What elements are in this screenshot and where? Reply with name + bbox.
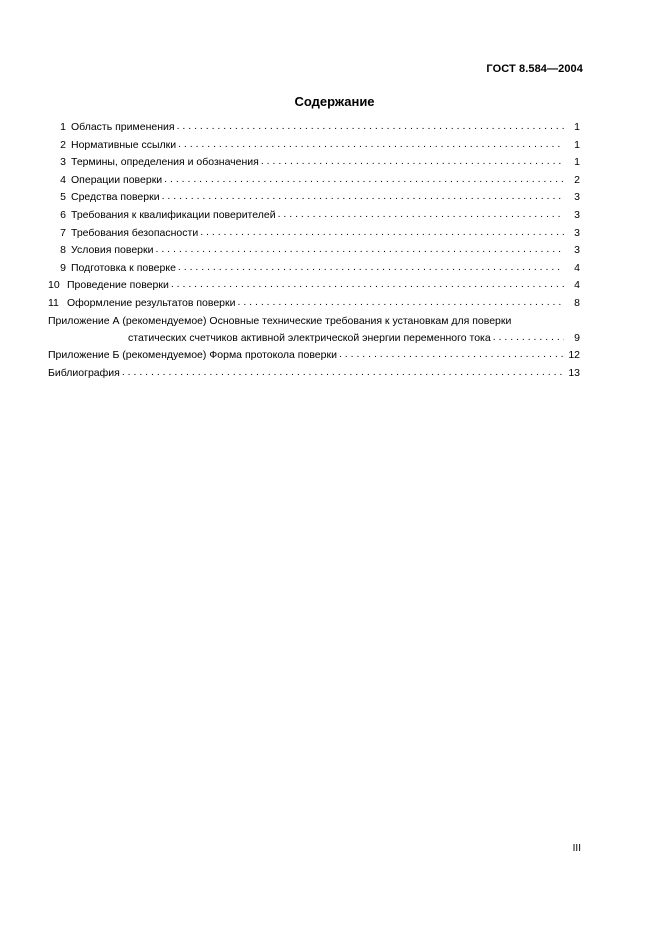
toc-entry-number: 10 — [48, 279, 60, 292]
toc-entry[interactable] — [48, 262, 580, 280]
dot-leader — [200, 226, 564, 238]
dot-leader — [178, 261, 564, 273]
toc-entry-page: 13 — [568, 366, 580, 379]
toc-entry-page: 2 — [574, 173, 580, 186]
toc-entry-page: 8 — [574, 296, 580, 309]
dot-leader — [278, 208, 564, 220]
toc-annex-b[interactable] — [48, 349, 580, 367]
toc-entry[interactable] — [48, 139, 580, 157]
toc-entry-number: 5 — [60, 191, 66, 204]
dot-leader — [155, 243, 564, 255]
toc-entry-label: Нормативные ссылки — [71, 138, 177, 151]
toc-entry-number: 6 — [60, 208, 66, 221]
toc-bibliography[interactable] — [48, 367, 580, 385]
dot-leader — [339, 348, 564, 360]
toc-entry-page: 3 — [574, 244, 580, 257]
toc-entry-number: 7 — [60, 226, 66, 239]
toc-entry-label: Подготовка к поверке — [71, 261, 176, 274]
page-number: III — [572, 843, 581, 854]
toc-entry-label: Требования безопасности — [71, 226, 199, 239]
toc-entry-number: 11 — [48, 296, 59, 309]
toc-entry-label: Оформление результатов поверки — [67, 296, 236, 309]
toc-entry-label: Операции поверки — [71, 173, 163, 186]
toc-annex-a-line1[interactable] — [48, 315, 580, 332]
toc-entry-number: 8 — [60, 244, 66, 257]
toc-entry-page: 1 — [574, 121, 580, 133]
dot-leader — [237, 296, 564, 308]
toc-entry-page: 3 — [574, 208, 580, 221]
toc-entry-label: Область применения — [71, 121, 175, 133]
toc-annex-a-line2[interactable] — [48, 332, 580, 350]
toc-entry-label: Условия поверки — [71, 244, 154, 257]
toc-entry[interactable] — [48, 244, 580, 262]
toc-annex-b-title: Приложение Б (рекомендуемое) Форма протокола поверки — [48, 349, 337, 362]
dot-leader — [493, 331, 564, 343]
toc-bibliography-title: Библиография — [48, 366, 120, 379]
toc-entry[interactable] — [48, 279, 580, 297]
toc-entry-label: Термины, определения и обозначения — [71, 156, 259, 169]
toc-entry-page: 1 — [574, 156, 580, 169]
toc-entry-label: Средства поверки — [71, 191, 160, 204]
toc-entry-page: 4 — [574, 261, 580, 274]
toc-entry-label: Требования к квалификации поверителей — [71, 208, 276, 221]
toc-entry-page: 12 — [568, 349, 580, 362]
toc-entry-label: Проведение поверки — [67, 279, 169, 292]
dot-leader — [177, 120, 564, 132]
toc-entry[interactable] — [48, 156, 580, 174]
toc-entry[interactable] — [48, 227, 580, 245]
toc-entry-number: 1 — [60, 121, 66, 133]
toc-entry[interactable] — [48, 121, 580, 139]
toc-title: Содержание — [294, 94, 375, 109]
toc-annex-a-title-continued: статических счетчиков активной электрической энергии переменного тока — [128, 331, 491, 344]
toc-entry-page: 3 — [574, 226, 580, 239]
toc-entry-page: 1 — [574, 138, 580, 151]
toc-entry[interactable] — [48, 191, 580, 209]
toc-entry-number: 3 — [60, 156, 66, 169]
toc-entry-page: 9 — [574, 331, 580, 344]
dot-leader — [178, 138, 564, 150]
toc-entry-number: 9 — [60, 261, 66, 274]
dot-leader — [164, 173, 564, 185]
toc-entry[interactable] — [48, 209, 580, 227]
toc-entry-number: 2 — [60, 138, 66, 151]
toc-entry-page: 4 — [574, 279, 580, 292]
toc-entry-number: 4 — [60, 173, 66, 186]
toc-entry[interactable] — [48, 297, 580, 315]
toc-entry-page: 3 — [574, 191, 580, 204]
toc-entry[interactable] — [48, 174, 580, 192]
toc-annex-a-title: Приложение А (рекомендуемое) Основные технические требования к установкам для поверки — [48, 314, 512, 327]
dot-leader — [162, 190, 564, 202]
table-of-contents — [48, 121, 580, 384]
dot-leader — [261, 155, 564, 167]
dot-leader — [122, 366, 564, 378]
dot-leader — [171, 278, 564, 290]
document-code: ГОСТ 8.584—2004 — [486, 63, 583, 75]
